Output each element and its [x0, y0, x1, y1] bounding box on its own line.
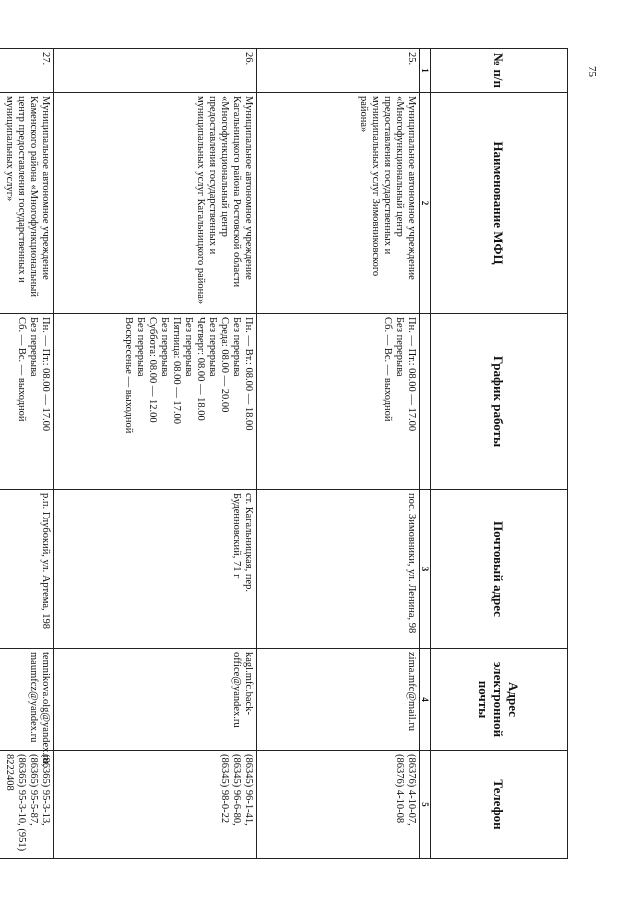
schedule-line: Среда: 08.00 — 20.00	[219, 317, 230, 413]
column-number-cell: 5	[420, 751, 431, 859]
schedule-line: Без перерыва	[28, 317, 39, 377]
email-address: temnikova.olg@yandex.ru, maumfcz@yandex.ru	[0, 649, 54, 751]
column-number-cell: 3	[420, 490, 431, 649]
postal-address: пос. Зимовники, ул. Ленина, 98	[257, 490, 420, 649]
phone-number: (86376) 4-10-07, (86376) 4-10-08	[257, 751, 420, 859]
table-row	[257, 49, 420, 859]
schedule-cell	[0, 314, 54, 490]
mfc-name: Муниципальное автономное учреждение Кагальницкого района Ростовской области «Многофункциональный центр предоставления государственных и муниципальных услуг Кагальницкого района»	[54, 93, 257, 314]
schedule-line: Сб. — Вс. — выходной	[382, 317, 393, 422]
table-row	[0, 49, 54, 859]
column-number-row	[420, 49, 431, 859]
schedule-line: Пятница: 08.00 — 17.00	[171, 317, 182, 425]
phone-number: (86345) 96-1-41, (86345) 96-6-80, (86345) 98-0-22	[54, 751, 257, 859]
schedule-line: Сб. — Вс. — выходной	[16, 317, 27, 422]
header-cell-address: Почтовый адрес	[431, 490, 568, 649]
phone-number: (86365) 95-3-13, (86365) 95-5-87, (86365) 95-3-10, (951) 8222408	[0, 751, 54, 859]
row-number: 27.	[0, 49, 54, 93]
header-cell-name: Наименование МФЦ	[431, 93, 568, 314]
schedule-line: Без перерыва	[231, 317, 242, 377]
schedule-line: Без перерыва	[183, 317, 194, 377]
mfc-name: Муниципальное автономное учреждение Каменского района «Многофункциональный центр предоставления государственных и муниципальных услуг»	[0, 93, 54, 314]
column-number-cell: 4	[420, 649, 431, 751]
mfc-name: Муниципальное автономное учреждение «Многофункциональный центр предоставления государственных и муниципальных услуг Зимовниковского района»	[257, 93, 420, 314]
schedule-line: Без перерыва	[207, 317, 218, 377]
schedule-line: Воскресенье — выходной	[123, 317, 134, 434]
mfc-table	[0, 48, 568, 859]
rotated-page-content	[4, 48, 568, 858]
postal-address: ст. Кагальницкая, пер. Буденновский, 71 г	[54, 490, 257, 649]
schedule-cell	[257, 314, 420, 490]
column-number-cell	[420, 314, 431, 490]
email-address: zima.mfc@mail.ru	[257, 649, 420, 751]
header-cell-phone: Телефон	[431, 751, 568, 859]
column-number-cell: 1	[420, 49, 431, 93]
email-address: kagl.mfc.back-office@yandex.ru	[54, 649, 257, 751]
schedule-line: Суббота: 08.00 — 12.00	[147, 317, 158, 423]
table-row	[54, 49, 257, 859]
schedule-line: Без перерыва	[159, 317, 170, 377]
row-number: 25.	[257, 49, 420, 93]
schedule-line: Без перерыва	[135, 317, 146, 377]
schedule-line: Пн. — Пт.: 08.00 — 17.00	[40, 317, 51, 432]
row-number: 26.	[54, 49, 257, 93]
postal-address: р.п. Глубокий, ул. Артема, 198	[0, 490, 54, 649]
header-cell-number: № п/п	[431, 49, 568, 93]
schedule-line: Четверг: 08.00 — 18.00	[195, 317, 206, 421]
schedule-line: Без перерыва	[394, 317, 405, 377]
header-cell-schedule: График работы	[431, 314, 568, 490]
column-number-cell: 2	[420, 93, 431, 314]
schedule-line: Пн. — Пт.: 08.00 — 17.00	[406, 317, 417, 432]
header-cell-email: Адрес электронной почты	[431, 649, 568, 751]
table-header-row	[431, 49, 568, 859]
schedule-line: Пн. — Вт.: 08.00 — 18.00	[243, 317, 254, 431]
page-number: 75	[586, 66, 598, 77]
schedule-cell	[54, 314, 257, 490]
